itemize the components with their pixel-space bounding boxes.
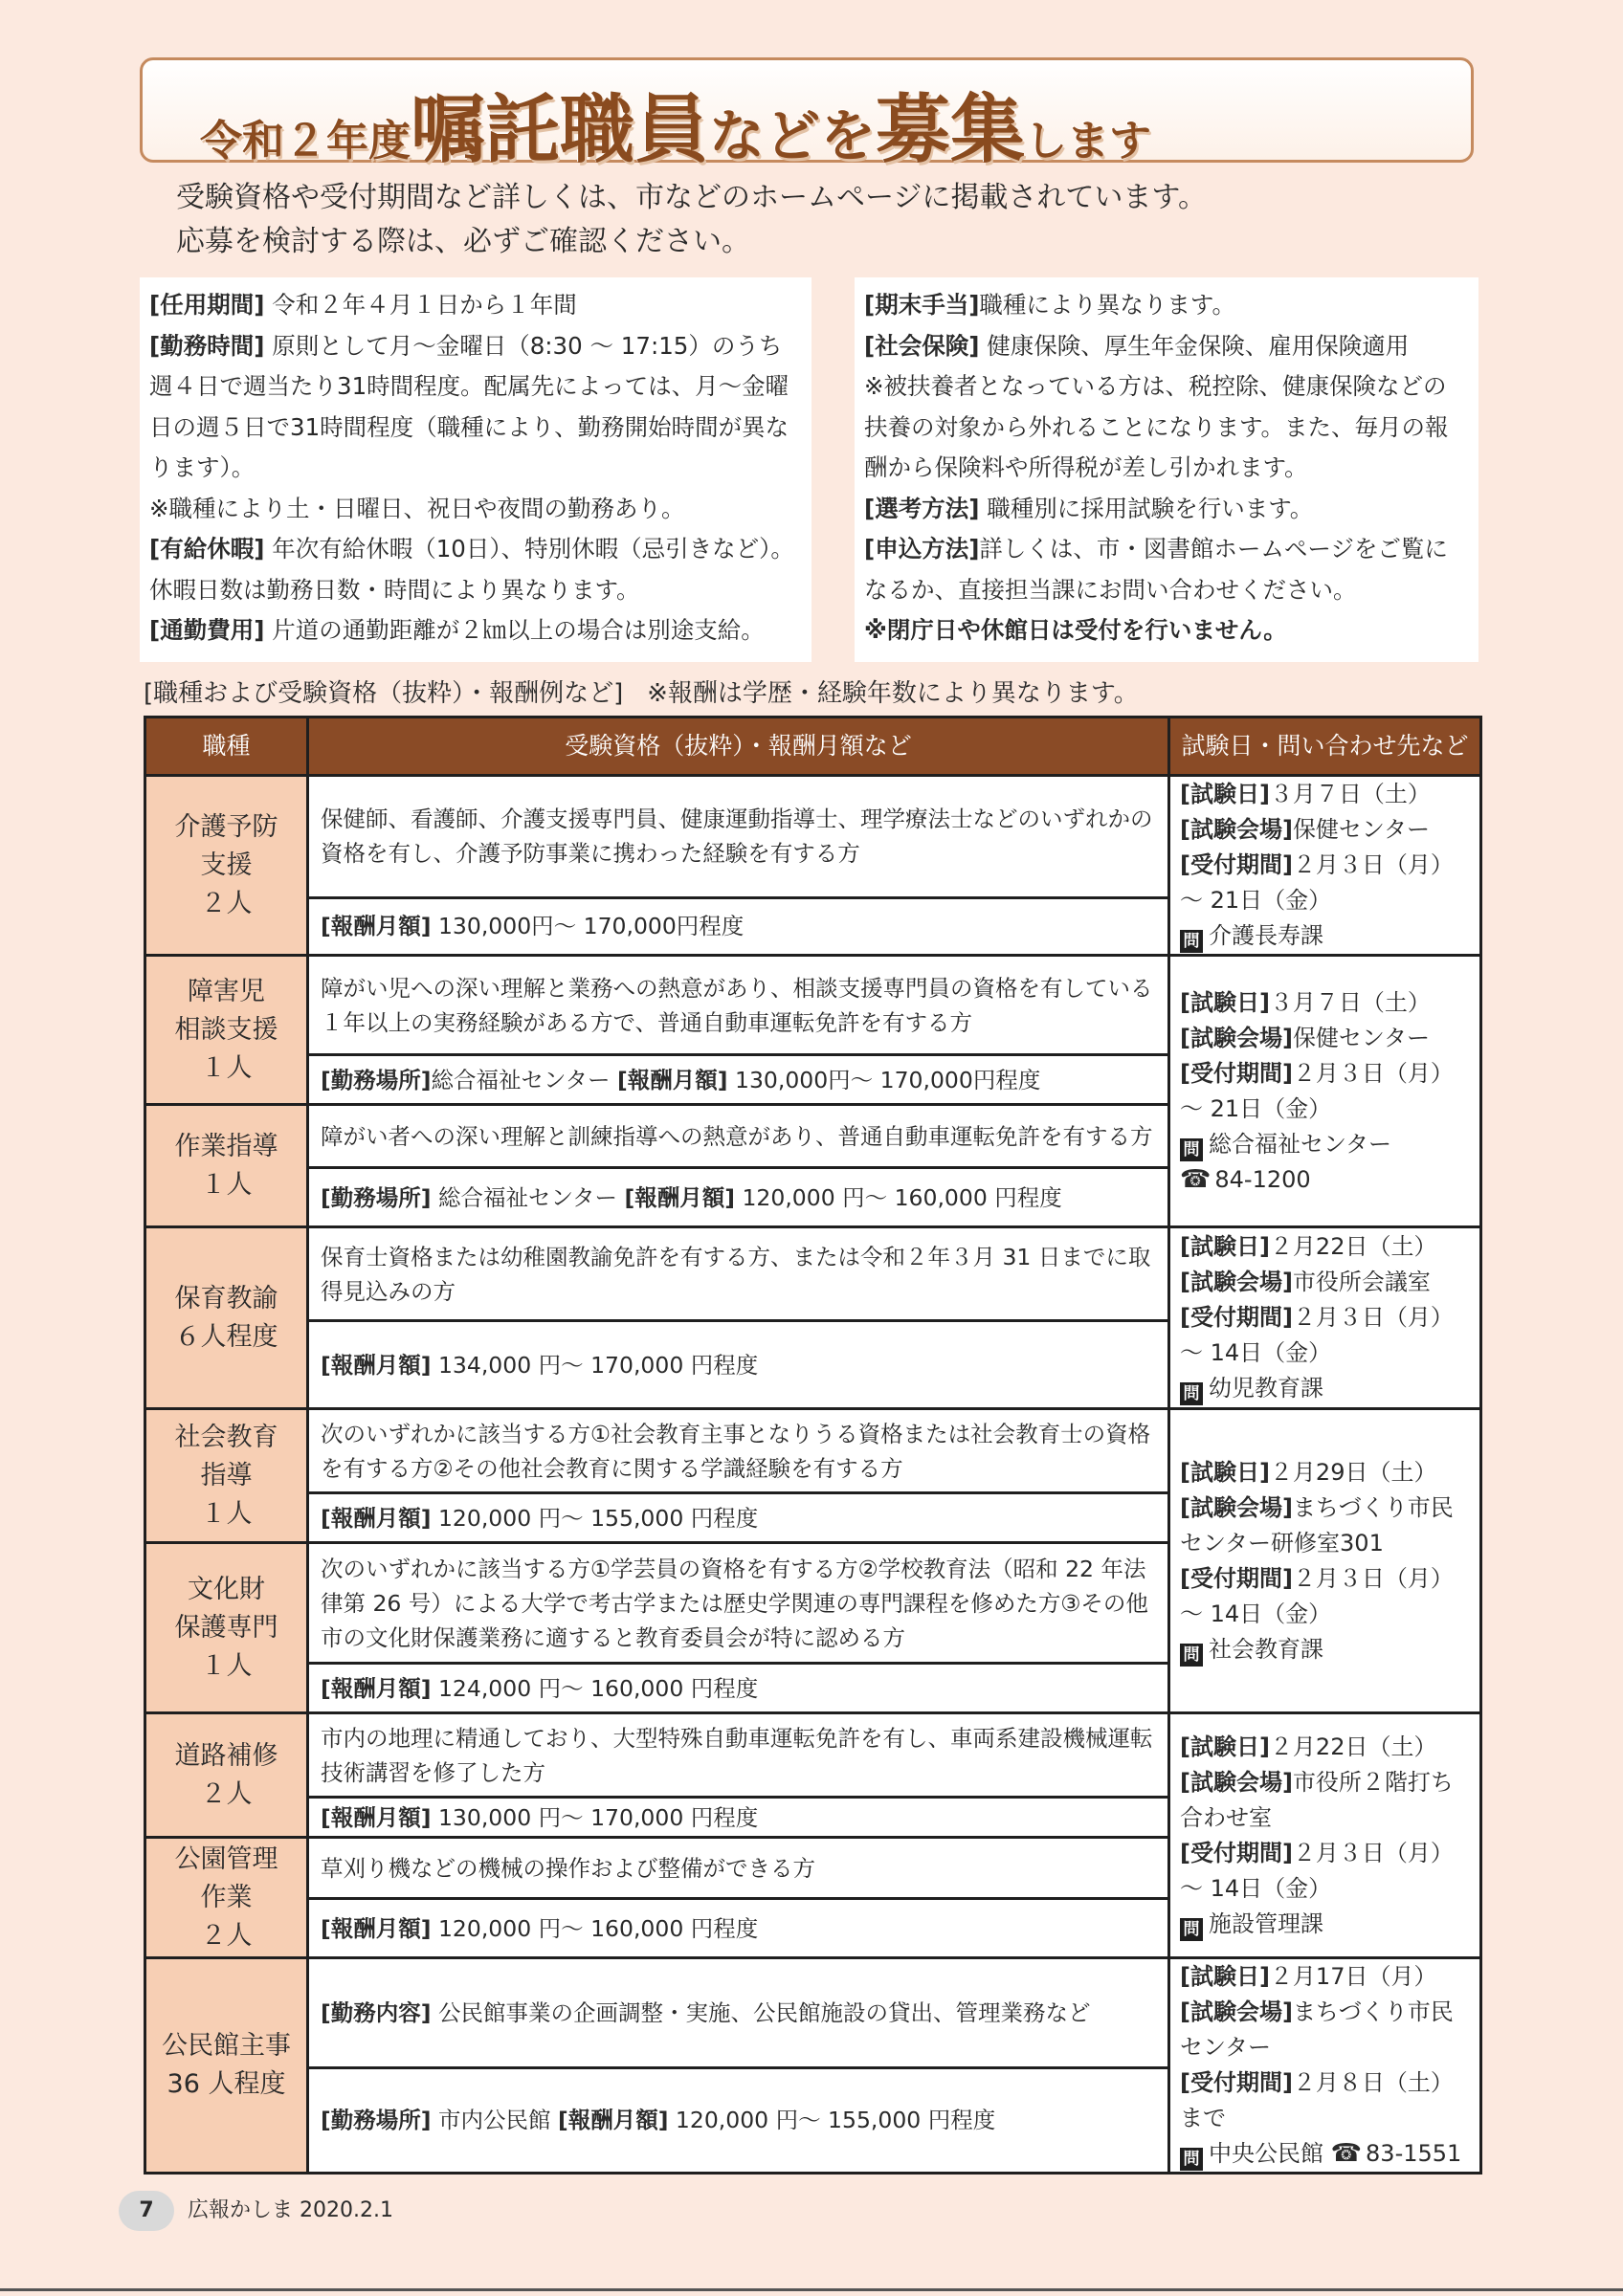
intro-line-1: 受験資格や受付期間など詳しくは、市などのホームページに掲載されています。: [176, 181, 1207, 214]
inquiry-icon: 問: [1180, 2148, 1203, 2171]
title-mid: などを: [709, 103, 877, 168]
pay: [報酬月額] 120,000 円～ 160,000 円程度: [308, 1899, 1169, 1958]
table-row: [145, 1958, 1481, 2068]
section-note: ※報酬は学歴・経験年数により異なります。: [647, 679, 1139, 708]
qualification: 保健師、看護師、介護支援専門員、健康運動指導士、理学療法士などのいずれかの資格を有し、介護予防事業に携わった経験を有する方: [308, 776, 1169, 898]
qualification: 市内の地理に精通しており、大型特殊自動車運転免許を有し、車両系建設機械運転技術講習を修了した方: [308, 1713, 1169, 1798]
place-pay: [勤務場所] 総合福祉センター [報酬月額] 120,000 円～ 160,000 円程度: [308, 1168, 1169, 1227]
contact-info: [試験日]３月７日（土） [試験会場]保健センター [受付期間]２月３日（月） ～ 21日（金） 問 総合福祉センター ☎ 84-1200: [1169, 956, 1481, 1227]
contact-info: [試験日]２月22日（土） [試験会場]市役所会議室 [受付期間]２月３日（月） ～ 14日（金） 問 幼児教育課: [1169, 1227, 1481, 1409]
info-item: [選考方法] 職種別に採用試験を行います。: [864, 494, 1314, 522]
intro: [176, 176, 1439, 264]
place-pay: [勤務場所]総合福祉センター [報酬月額] 130,000円～ 170,000円程度: [308, 1055, 1169, 1105]
table-header-row: [145, 718, 1481, 776]
publication-name: 広報かしま 2020.2.1: [188, 2198, 393, 2222]
job-name: 介護予防 支援 ２人: [145, 776, 308, 956]
table-row: [145, 776, 1481, 898]
table-row: [145, 1227, 1481, 1321]
phone-icon: ☎: [1330, 2139, 1363, 2168]
qualification: 障がい児への深い理解と業務への熱意があり、相談支援専門員の資格を有している１年以上の実務経験がある方で、普通自動車運転免許を有する方: [308, 956, 1169, 1055]
header-job: 職種: [145, 718, 308, 776]
pay: [報酬月額] 130,000円～ 170,000円程度: [308, 897, 1169, 955]
table-row: [145, 956, 1481, 1055]
job-name: 道路補修 ２人: [145, 1713, 308, 1838]
title-main: 嘱託職員: [411, 87, 710, 173]
title-end: します: [1025, 117, 1152, 166]
closed-day-note: ※閉庁日や休館日は受付を行いません。: [864, 616, 1287, 644]
title-main2: 募集: [876, 87, 1026, 173]
bottom-divider: [0, 2288, 1623, 2291]
job-name: 文化財 保護専門 １人: [145, 1543, 308, 1713]
job-name: 社会教育 指導 １人: [145, 1409, 308, 1543]
info-item: ※職種により土・日曜日、祝日や夜間の勤務あり。: [149, 494, 685, 522]
table-row: [145, 1713, 1481, 1798]
info-item: [有給休暇] 年次有給休暇（10日）、特別休暇（忌引きなど）。休暇日数は勤務日数・時間により異なります。: [149, 535, 794, 604]
header-contact: 試験日・問い合わせ先など: [1169, 718, 1481, 776]
inquiry-icon: 問: [1180, 1918, 1203, 1941]
table-row: [145, 1409, 1481, 1493]
header-qualification: 受験資格（抜粋）・報酬月額など: [308, 718, 1169, 776]
info-box-right: [855, 277, 1478, 662]
job-name: 保育教諭 ６人程度: [145, 1227, 308, 1409]
footer: [119, 2191, 393, 2231]
contact-info: [試験日]３月７日（土） [試験会場]保健センター [受付期間]２月３日（月） ～ 21日（金） 問 介護長寿課: [1169, 776, 1481, 956]
info-item: [社会保険] 健康保険、厚生年金保険、雇用保険適用: [864, 331, 1410, 360]
section-title: [職種および受験資格（抜粋）・報酬例など] ※報酬は学歴・経験年数により異なります。: [144, 679, 1139, 708]
jobs-table: [144, 716, 1482, 2175]
info-item: ※被扶養者となっている方は、税控除、健康保険などの扶養の対象から外れることになります。また、毎月の報酬から保険料や所得税が差し引かれます。: [864, 372, 1449, 481]
job-name: 公民館主事 36 人程度: [145, 1958, 308, 2174]
duty: [勤務内容] 公民館事業の企画調整・実施、公民館施設の貸出、管理業務など: [308, 1958, 1169, 2068]
contact-info: [試験日]２月29日（土） [試験会場]まちづくり市民センター研修室301 [受付期間]２月３日（月） ～ 14日（金） 問 社会教育課: [1169, 1409, 1481, 1713]
contact-info: [試験日]２月22日（土） [試験会場]市役所２階打ち合わせ室 [受付期間]２月３日（月） ～ 14日（金） 問 施設管理課: [1169, 1713, 1481, 1958]
job-name: 作業指導 １人: [145, 1105, 308, 1227]
intro-line-2: 応募を検討する際は、必ずご確認ください。: [176, 225, 750, 258]
pay: [報酬月額] 130,000 円～ 170,000 円程度: [308, 1798, 1169, 1838]
qualification: 次のいずれかに該当する方①学芸員の資格を有する方②学校教育法（昭和 22 年法律第 26 号）による大学で考古学または歴史学関連の専門課程を修めた方③その他市の文化財保護業務に適すると教育委員会が特に認める方: [308, 1543, 1169, 1664]
info-box-left: [140, 277, 812, 662]
inquiry-icon: 問: [1180, 1138, 1203, 1161]
job-name: 障害児 相談支援 １人: [145, 956, 308, 1105]
info-item: [期末手当]職種により異なります。: [864, 291, 1235, 319]
place-pay: [勤務場所] 市内公民館 [報酬月額] 120,000 円～ 155,000 円程度: [308, 2067, 1169, 2173]
phone-icon: ☎: [1180, 1164, 1212, 1194]
job-name: 公園管理 作業 ２人: [145, 1838, 308, 1958]
title-year: 令和２年度: [200, 117, 411, 166]
info-item: [任用期間] 令和２年４月１日から１年間: [149, 291, 577, 319]
pay: [報酬月額] 124,000 円～ 160,000 円程度: [308, 1664, 1169, 1713]
inquiry-icon: 問: [1180, 1644, 1203, 1667]
pay: [報酬月額] 134,000 円～ 170,000 円程度: [308, 1321, 1169, 1409]
inquiry-icon: 問: [1180, 1382, 1203, 1405]
title-banner: [140, 57, 1474, 173]
pay: [報酬月額] 120,000 円～ 155,000 円程度: [308, 1493, 1169, 1543]
contact-info: [試験日]２月17日（月） [試験会場]まちづくり市民センター [受付期間]２月８日（土）まで 問 中央公民館 ☎ 83-1551: [1169, 1958, 1481, 2174]
info-item: [通勤費用] 片道の通勤距離が２㎞以上の場合は別途支給。: [149, 616, 765, 644]
qualification: 保育士資格または幼稚園教諭免許を有する方、または令和２年３月 31 日までに取得見込みの方: [308, 1227, 1169, 1321]
page-title: [200, 70, 1151, 177]
qualification: 草刈り機などの機械の操作および整備ができる方: [308, 1838, 1169, 1899]
inquiry-icon: 問: [1180, 930, 1203, 953]
info-item: [勤務時間] 原則として月～金曜日（8:30 ～ 17:15）のうち週４日で週当たり31時間程度。配属先によっては、月～金曜日の週５日で31時間程度（職種により、勤務開始時間が異なります）。: [149, 331, 789, 481]
qualification: 次のいずれかに該当する方①社会教育主事となりうる資格または社会教育士の資格を有する方②その他社会教育に関する学識経験を有する方: [308, 1409, 1169, 1493]
info-item: [申込方法]詳しくは、市・図書館ホームページをご覧になるか、直接担当課にお問い合わせください。: [864, 535, 1448, 604]
qualification: 障がい者への深い理解と訓練指導への熱意があり、普通自動車運転免許を有する方: [308, 1105, 1169, 1168]
page-number: 7: [119, 2191, 174, 2231]
